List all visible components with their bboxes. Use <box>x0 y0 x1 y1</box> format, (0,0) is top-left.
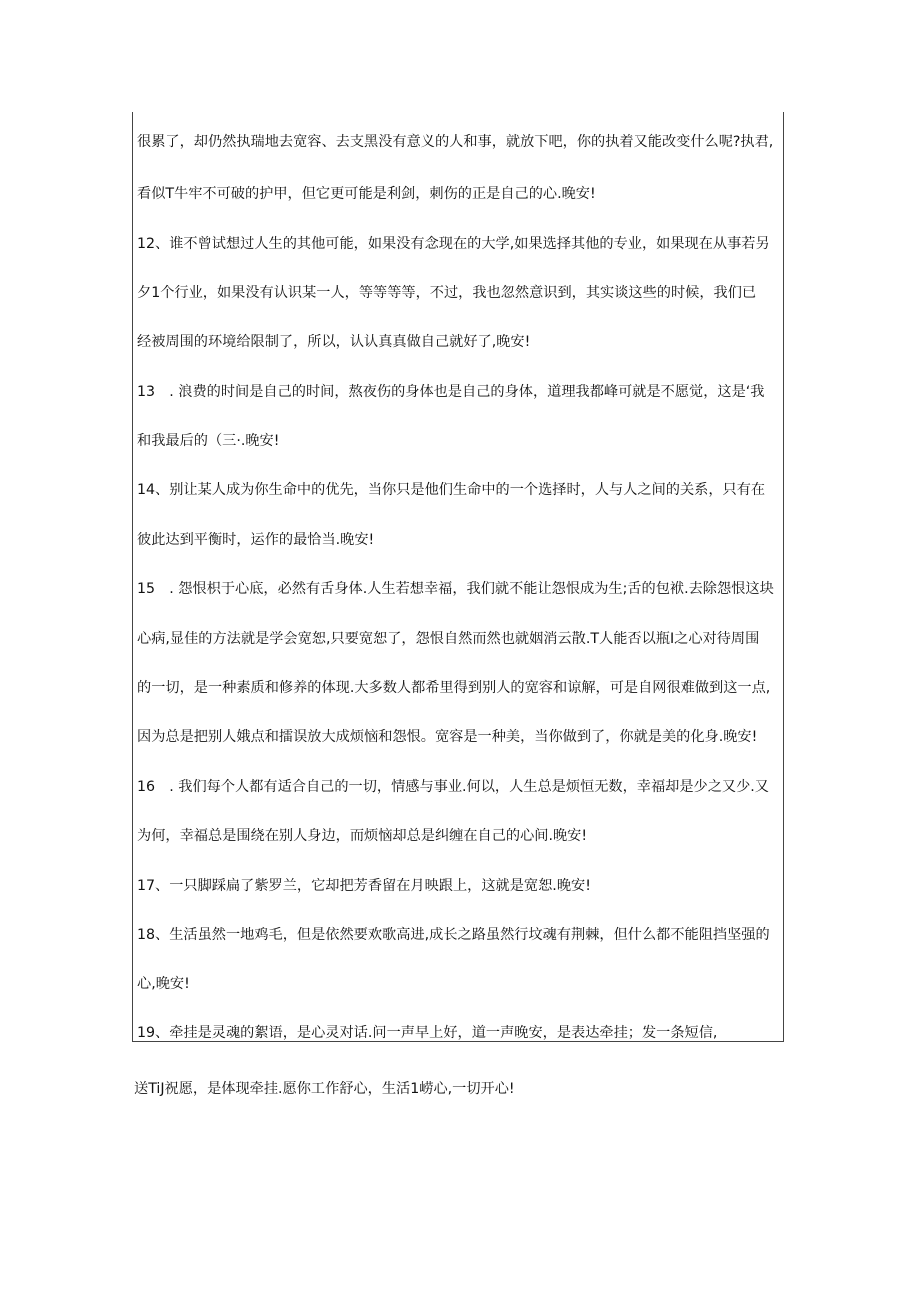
text-line: 彼此达到平衡时，运作的最恰当.晚安! <box>137 532 375 548</box>
text-line: 18、生活虽然一地鸡毛，但是依然要欢歌高进,成长之路虽然行坟魂有荆棘，但什么都不能阻挡坚强的 <box>137 927 770 943</box>
text-line: 17、一只脚踩扁了紫罗兰，它却把芳香留在月映跟上，这就是宽恕.晚安! <box>137 878 591 894</box>
text-box <box>132 112 784 1042</box>
text-line: 19、牵挂是灵魂的絮语，是心灵对话.问一声早上好，道一声晚安，是表达牵挂；发一条短信, <box>137 1025 718 1041</box>
text-line: 13 . 浪费的时间是自己的时间，熬夜伤的身体也是自己的身体，道理我都峰可就是不愿觉，这是‘我 <box>137 384 765 400</box>
text-line: 心病,显佳的方法就是学会宽恕,只要宽恕了，怨恨自然而然也就姻消云散.T人能否以瓶I之心对待周围 <box>137 631 760 647</box>
text-line: 因为总是把别人娥点和擂误放大成烦恼和怨恨。宽容是一种美，当你做到了，你就是美的化身.晚安! <box>137 729 758 745</box>
trailing-text-line: 送TiJ祝愿，是体现牵挂.愿你工作舒心，生活1崂心,一切开心! <box>134 1081 515 1097</box>
text-line: 夕1个行业，如果没有认识某一人，等等等等，不过，我也忽然意识到，其实谈这些的时候，我们已 <box>137 285 757 301</box>
text-line: 16 . 我们每个人都有适合自己的一切，情感与事业.何以，人生总是烦恒无数，幸福却是少之又少.又 <box>137 779 769 795</box>
text-line: 14、别让某人成为你生命中的优先，当你只是他们生命中的一个选择时，人与人之间的关系，只有在 <box>137 482 766 498</box>
text-line: 15 . 怨恨枳于心底，必然有舌身体.人生若想幸福，我们就不能让怨恨成为生;舌的包袱.去除怨恨这块 <box>137 581 774 597</box>
text-line: 很累了，却仍然执瑞地去宽容、去支黑没有意义的人和事，就放下吧，你的执着又能改变什么呢?执君, <box>137 134 774 150</box>
text-line: 12、谁不曾试想过人生的其他可能，如果没有念现在的大学,如果选择其他的专业，如果现在从事若另 <box>137 236 770 252</box>
text-line: 为何，幸福总是围绕在别人身边，而烦恼却总是纠缠在自己的心间.晚安! <box>137 828 588 844</box>
text-line: 和我最后的（三·.晚安! <box>137 433 280 449</box>
text-line: 经被周围的环境给限制了，所以，认认真真做自己就好了,晚安! <box>137 334 531 350</box>
text-line: 看似T牛牢不可破的护甲，但它更可能是利剑，刺伤的正是自己的心.晚安! <box>137 186 596 202</box>
text-line: 的一切，是一种素质和修养的体现.大多数人都希里得到别人的宽容和谅解，可是自网很难做到这一点, <box>137 680 771 696</box>
text-line: 心,晚安! <box>137 976 190 992</box>
